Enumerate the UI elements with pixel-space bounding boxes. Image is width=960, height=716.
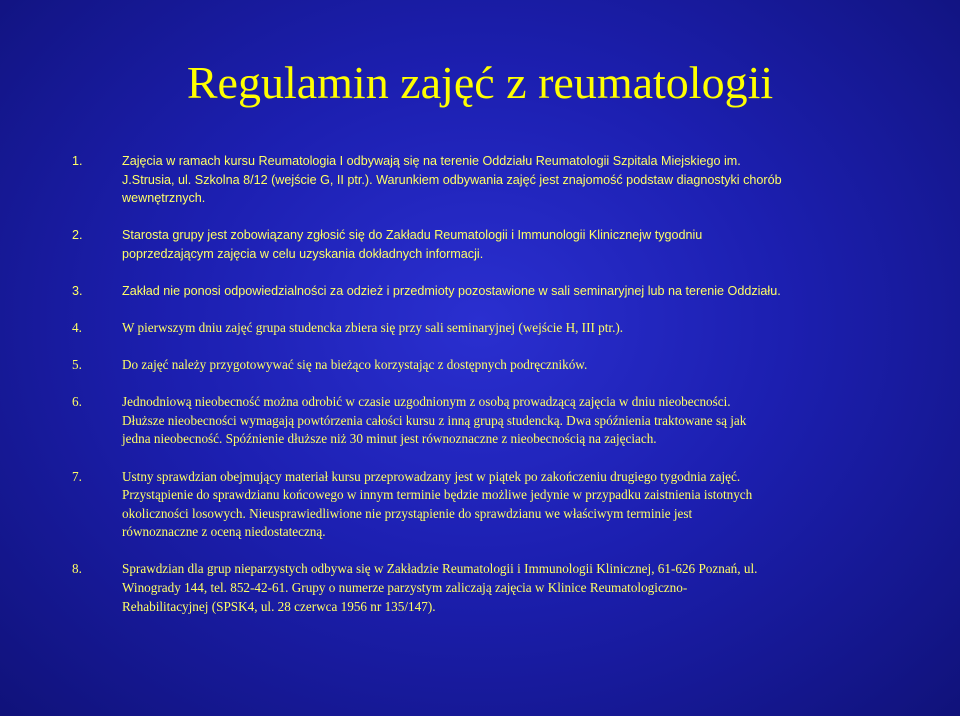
rule-text: [122, 226, 702, 263]
rule-number: 4.: [72, 320, 82, 336]
rule-line: poprzedzającym zajęcia w celu uzyskania dokładnych informacji.: [122, 246, 484, 261]
rules-list: [72, 152, 912, 635]
rule-text: [122, 393, 746, 449]
rule-number: 7.: [72, 468, 82, 484]
rule-line: okoliczności losowych. Nieusprawiedliwione nie przystąpienie do sprawdzianu we właściwym terminie jest: [122, 505, 693, 521]
rule-text: [122, 152, 782, 208]
rule-line: wewnętrznych.: [122, 191, 206, 206]
rule-text: [122, 319, 623, 338]
rule-line: jedna nieobecność. Spóźnienie dłuższe niż 30 minut jest równoznaczne z nieobecnością na zajęciach.: [122, 431, 657, 447]
slide-title: Regulamin zajęć z reumatologii: [186, 57, 774, 108]
rule-line: Rehabilitacyjnej (SPSK4, ul. 28 czerwca 1956 nr 135/147).: [122, 598, 436, 614]
rule-line: J.Strusia, ul. Szkolna 8/12 (wejście G, II ptr.). Warunkiem odbywania zajęć jest znajomość podstaw diagnostyki chorób: [122, 172, 782, 187]
rule-line: równoznaczne z oceną niedostateczną.: [122, 524, 326, 540]
rule-text: [122, 468, 752, 542]
rule-text: [122, 282, 781, 301]
rule-item-2: [72, 226, 912, 263]
rule-line: Ustny sprawdzian obejmujący materiał kursu przeprowadzany jest w piątek po zakończeniu drugiego tygodnia zajęć.: [122, 468, 741, 484]
rule-line: Zajęcia w ramach kursu Reumatologia I odbywają się na terenie Oddziału Reumatologii Szpitala Miejskiego im.: [122, 154, 741, 168]
rule-item-7: [72, 468, 912, 542]
rule-number: 5.: [72, 357, 82, 373]
rule-line: Zakład nie ponosi odpowiedzialności za odzież i przedmioty pozostawione w sali seminaryjnej lub na terenie Oddziału.: [122, 283, 781, 298]
rule-line: Starosta grupy jest zobowiązany zgłosić się do Zakładu Reumatologii i Immunologii Klinicznejw tygodniu: [122, 228, 703, 243]
rule-item-4: [72, 319, 912, 338]
rule-number: 1.: [72, 154, 83, 168]
rule-item-1: [72, 152, 912, 208]
rule-text: [122, 560, 757, 616]
rule-item-8: [72, 560, 912, 616]
rule-text: [122, 356, 587, 375]
rule-line: Dłuższe nieobecności wymagają powtórzenia całości kursu z inną grupą studencką. Dwa spóźnienia traktowane są jak: [122, 412, 747, 428]
rule-item-3: [72, 282, 912, 301]
rule-line: Przystąpienie do sprawdzianu końcowego w innym terminie będzie możliwe jedynie w przypadku zaistnienia istotnych: [122, 487, 753, 503]
rule-line: Winogrady 144, tel. 852-42-61. Grupy o numerze parzystym zaliczają zajęcia w Klinice Reumatologiczno-: [122, 580, 688, 595]
rule-line: Sprawdzian dla grup nieparzystych odbywa się w Zakładzie Reumatologii i Immunologii Klinicznej, 61-626 Poznań, ul.: [122, 561, 758, 577]
rule-line: W pierwszym dniu zajęć grupa studencka zbiera się przy sali seminaryjnej (wejście H, III ptr.).: [122, 320, 624, 336]
rule-item-5: [72, 356, 912, 375]
rule-item-6: [72, 393, 912, 449]
rule-number: 6.: [72, 394, 82, 410]
rule-line: Do zajęć należy przygotowywać się na bieżąco korzystając z dostępnych podręczników.: [122, 357, 588, 373]
rule-number: 3.: [72, 283, 83, 298]
rule-number: 2.: [72, 228, 83, 243]
rule-number: 8.: [72, 561, 82, 577]
rule-line: Jednodniową nieobecność można odrobić w czasie uzgodnionym z osobą prowadzącą zajęcia w dniu nieobecności.: [122, 394, 731, 410]
